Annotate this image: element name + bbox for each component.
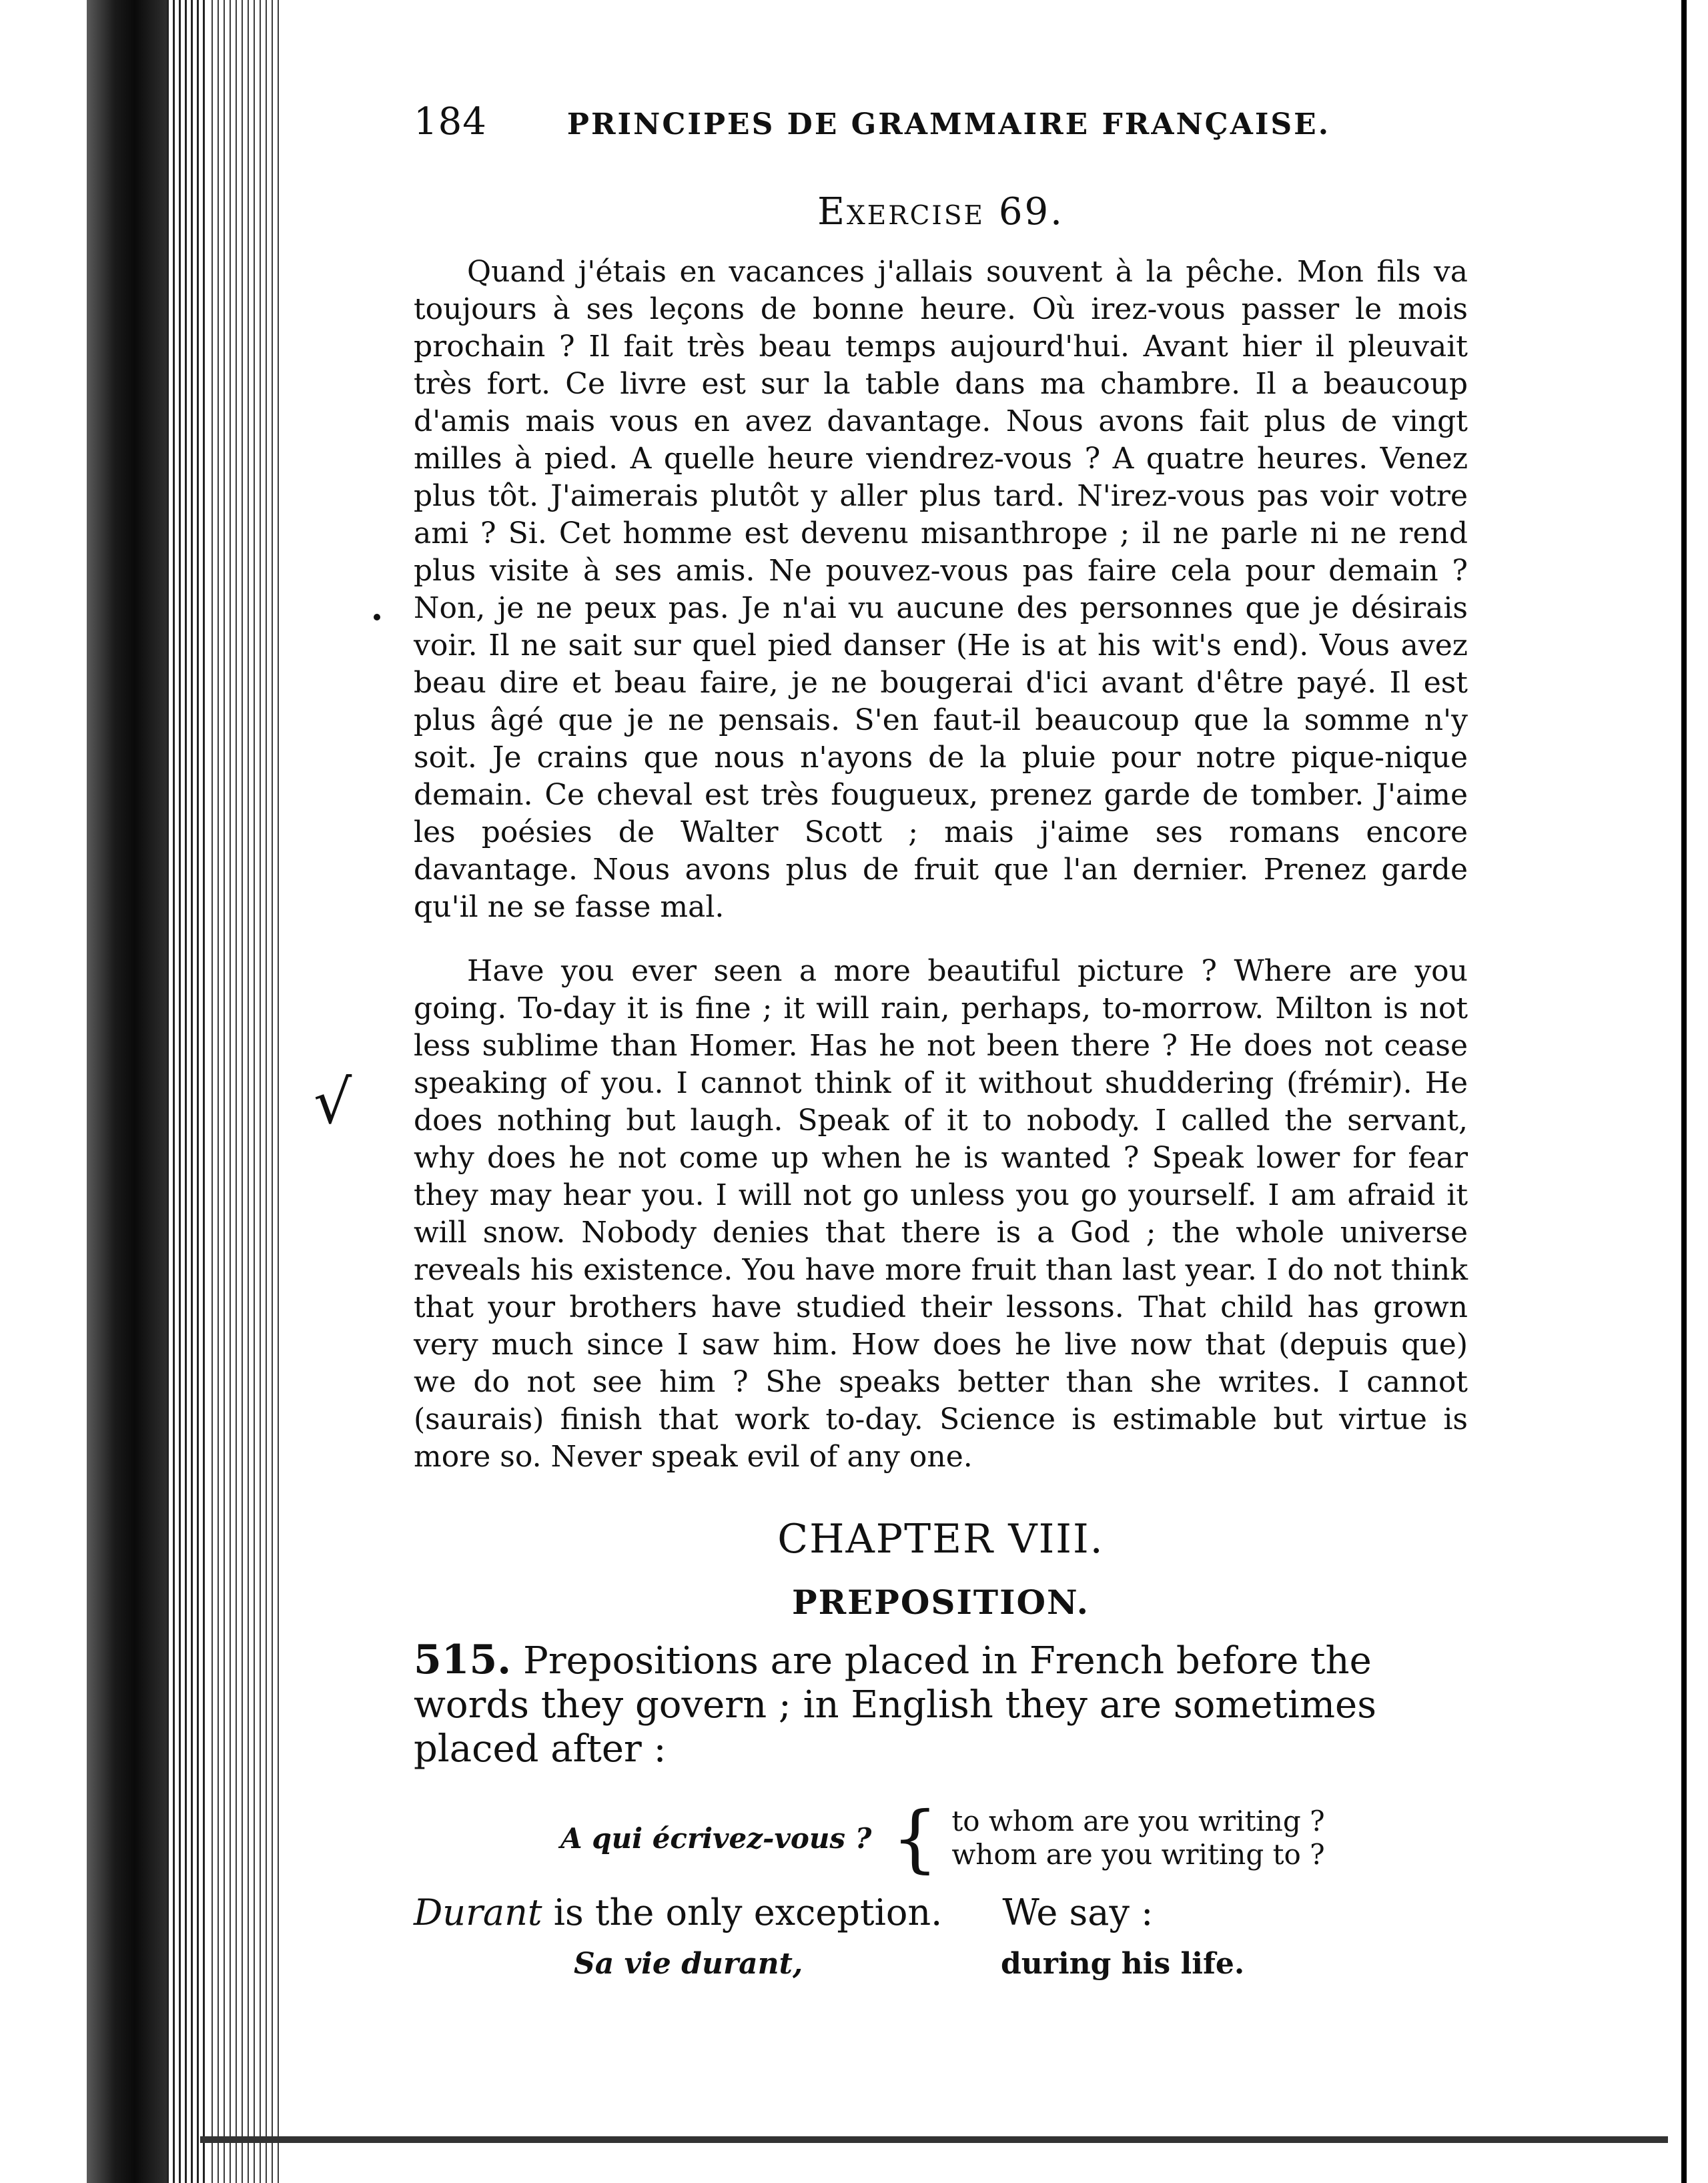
- spine-edge: [167, 0, 207, 2183]
- saying-english: during his life.: [1001, 1947, 1245, 1981]
- page-edges: [207, 0, 280, 2183]
- example-french: A qui écrivez-vous ?: [560, 1821, 872, 1855]
- french-exercise-paragraph: Quand j'étais en vacances j'allais souvent à la pêche. Mon fils va toujours à ses leçons de bonne heure. Où irez-vous passer le mois prochain ? Il fait très beau temps aujourd'hui. Avant hier il pleuvait très fort. Ce livre est sur la table dans ma chambre. Il a beaucoup d'amis mais vous en avez davantage. Nous avons fait plus de vingt milles à pied. A quelle heure viendrez-vous ? A quatre heures. Venez plus tôt. J'aimerais plutôt y aller plus tard. N'irez-vous pas voir votre ami ? Si. Cet homme est devenu misanthrope ; il ne parle ni ne rend plus visite à ses amis. Ne pouvez-vous pas faire cela pour demain ? Non, je ne peux pas. Je n'ai vu aucune des personnes que je désirais voir. Il ne sait sur quel pied danser (He is at his wit's end). Vous avez beau dire et beau faire, je ne bougerai d'ici avant d'être payé. Il est plus âgé que je ne pensais. S'en faut-il beaucoup que la somme n'y soit. Je crains que nous n'ayons de la pluie pour notre pique-nique demain. Ce cheval est très fougueux, prenez garde de tomber. J'aime les poésies de Walter Scott ; mais j'aime ses romans encore davantage. Nous avons plus de fruit que l'an dernier. Prenez garde qu'il ne se fasse mal.: [414, 255, 1468, 924]
- rule-number: 515.: [414, 1637, 512, 1683]
- example-block: [560, 1795, 1468, 1881]
- running-title: PRINCIPES DE GRAMMAIRE FRANÇAISE.: [566, 107, 1331, 141]
- chapter-title: CHAPTER VIII.: [777, 1516, 1104, 1563]
- rule-paragraph: [414, 1638, 1468, 1771]
- page-number: 184: [414, 100, 487, 143]
- book-binding: [0, 0, 280, 2183]
- saying-french: Sa vie durant,: [574, 1947, 803, 1981]
- book-spine: [87, 0, 167, 2183]
- example-english-1: to whom are you writing ?: [951, 1805, 1325, 1837]
- margin-dot: [374, 614, 380, 620]
- durant-text: is the only exception.: [553, 1891, 943, 1933]
- durant-sentence: [414, 1891, 942, 1933]
- running-head: [414, 100, 1468, 143]
- bottom-page-edge: [200, 2136, 1668, 2143]
- durant-line: [414, 1891, 1468, 1933]
- book-page: [414, 100, 1468, 1981]
- saying-example: [574, 1947, 1468, 1981]
- durant-word: Durant: [414, 1891, 542, 1933]
- exercise-title: Exercise 69.: [817, 190, 1064, 234]
- we-say: We say :: [1002, 1891, 1154, 1933]
- example-english: [951, 1805, 1324, 1871]
- rule-text: Prepositions are placed in French before the words they govern ; in English they are sometimes placed after :: [414, 1639, 1376, 1771]
- right-page-edge: [1668, 0, 1708, 2183]
- example-english-2: whom are you writing to ?: [951, 1838, 1325, 1871]
- section-title: PREPOSITION.: [792, 1583, 1090, 1622]
- margin-check-mark: √: [314, 1067, 352, 1138]
- english-exercise-paragraph: Have you ever seen a more beautiful picture ? Where are you going. To-day it is fine ; it will rain, perhaps, to-morrow. Milton is not less sublime than Homer. Has he not been there ? He does not cease speaking of you. I cannot think of it without shuddering (frémir). He does nothing but laugh. Speak of it to nobody. I called the servant, why does he not come up when he is wanted ? Speak lower for fear they may hear you. I will not go unless you go yourself. I am afraid it will snow. Nobody denies that there is a God ; the whole universe reveals his existence. You have more fruit than last year. I do not think that your brothers have studied their lessons. That child has grown very much since I saw him. How does he live now that (depuis que) we do not see him ? She speaks better than she writes. I cannot (saurais) finish that work to-day. Science is estimable but virtue is more so. Never speak evil of any one.: [414, 954, 1468, 1474]
- brace-symbol: {: [891, 1795, 939, 1881]
